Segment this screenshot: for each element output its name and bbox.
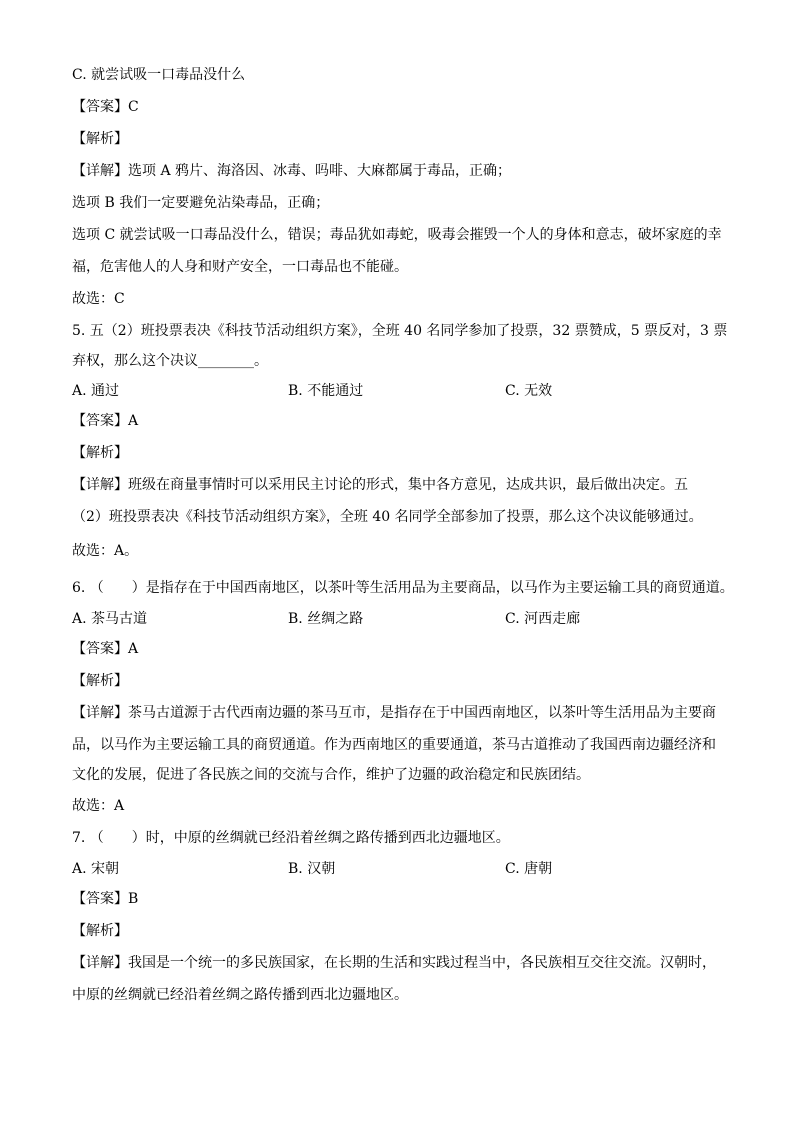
answer-label: 【答案】A [72, 641, 139, 657]
option-c: C. 河西走廊 [505, 611, 581, 627]
question-6-text: 6. （ ）是指存在于中国西南地区，以茶叶等生活用品为主要商品，以马作为主要运输工具的商贸通道。 [72, 580, 734, 596]
detail-text: 【详解】茶马古道源于古代西南边疆的茶马互市，是指存在于中国西南地区，以茶叶等生活用品为主要商 [72, 705, 716, 721]
option-c-line: C. 就尝试吸一口毒品没什么 [72, 67, 246, 83]
question-5-text: 5. 五（2）班投票表决《科技节活动组织方案》，全班 40 名同学参加了投票，32 票赞成，5 票反对，3 票 [72, 323, 728, 339]
answer-label: 【答案】C [72, 99, 139, 115]
conclusion-text: 故选：A [72, 798, 125, 814]
detail-text: 福，危害他人的人身和财产安全，一口毒品也不能碰。 [72, 259, 408, 275]
detail-text: 选项 C 就尝试吸一口毒品没什么，错误；毒品犹如毒蛇，吸毒会摧毁一个人的身体和意志，破坏家庭的幸 [72, 227, 722, 243]
analysis-label: 【解析】 [72, 923, 128, 939]
option-b: B. 不能通过 [288, 383, 364, 399]
option-c: C. 唐朝 [505, 861, 553, 877]
question-7-text: 7. （ ）时，中原的丝绸就已经沿着丝绸之路传播到西北边疆地区。 [72, 830, 510, 846]
conclusion-text: 故选：C [72, 291, 125, 307]
detail-text: 文化的发展，促进了各民族之间的交流与合作，维护了边疆的政治稳定和民族团结。 [72, 767, 590, 783]
answer-label: 【答案】A [72, 413, 139, 429]
option-b: B. 汉朝 [288, 861, 336, 877]
option-a: A. 茶马古道 [72, 611, 148, 627]
detail-text: 选项 B 我们一定要避免沾染毒品，正确； [72, 195, 330, 211]
analysis-label: 【解析】 [72, 445, 128, 461]
question-5-text: 弃权，那么这个决议________。 [72, 353, 268, 369]
option-b: B. 丝绸之路 [288, 611, 364, 627]
analysis-label: 【解析】 [72, 673, 128, 689]
detail-text: 【详解】我国是一个统一的多民族国家，在长期的生活和实践过程当中，各民族相互交往交流。汉朝时， [72, 955, 716, 971]
detail-text: 品，以马作为主要运输工具的商贸通道。作为西南地区的重要通道，茶马古道推动了我国西南边疆经济和 [72, 737, 716, 753]
detail-text: 中原的丝绸就已经沿着丝绸之路传播到西北边疆地区。 [72, 987, 408, 1003]
answer-label: 【答案】B [72, 891, 139, 907]
detail-text: 【详解】选项 A 鸦片、海洛因、冰毒、吗啡、大麻都属于毒品，正确； [72, 163, 512, 179]
option-a: A. 通过 [72, 383, 120, 399]
analysis-label: 【解析】 [72, 131, 128, 147]
detail-text: （2）班投票表决《科技节活动组织方案》，全班 40 名同学全部参加了投票，那么这个决议能够通过。 [72, 509, 703, 525]
conclusion-text: 故选：A。 [72, 543, 139, 559]
detail-text: 【详解】班级在商量事情时可以采用民主讨论的形式，集中各方意见，达成共识，最后做出决定。五 [72, 477, 688, 493]
option-a: A. 宋朝 [72, 861, 120, 877]
option-c: C. 无效 [505, 383, 553, 399]
